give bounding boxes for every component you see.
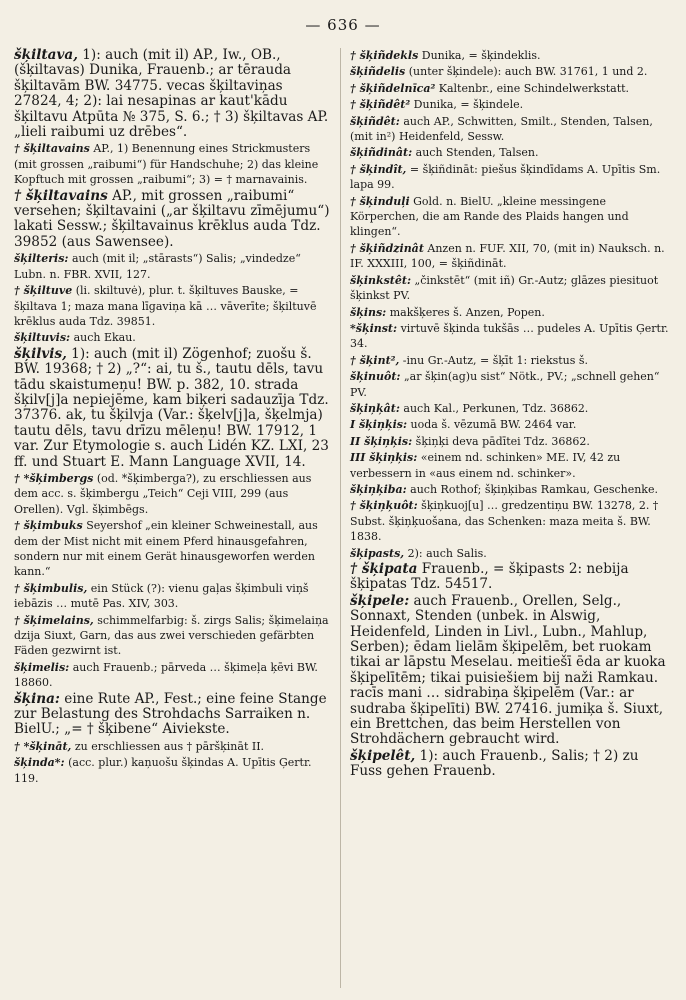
dictionary-entry: [14, 660, 332, 691]
entry-headword: šķins:: [350, 305, 387, 319]
entry-definition: = šķiñdināt: piešus šķindīdams A. Upītis Sm. lapa 99.: [350, 162, 661, 192]
entry-headword: šķilvis,: [14, 345, 67, 362]
dictionary-entry: [350, 162, 670, 193]
entry-definition: Anzen n. FUF. XII, 70, (mit in) Nauksch. n. IF. XXXIII, 100, = šķiñdināt.: [350, 241, 665, 271]
dictionary-entry: [350, 562, 670, 593]
dictionary-entry: [350, 48, 670, 63]
entry-headword: I šķiņķis:: [350, 418, 408, 432]
entry-definition: AP., mit grossen „raibumi“ versehen; šķiltavaini („ar šķiltavu zīmējumu“) lakati Sessw.; šķiltavainus krēklus auda Tdz. 39852 (aus Sawensee).: [14, 187, 330, 250]
entry-headword: šķina:: [14, 690, 60, 707]
dictionary-entry: [350, 594, 670, 748]
entry-definition: šķiņķi deva pādītei Tdz. 36862.: [412, 434, 590, 448]
entry-definition: auch Frauenb.; pārveda … šķimeļa ķēvi BW. 18860.: [14, 660, 318, 690]
entry-definition: 1): auch (mit il) AP., Iw., OB., (šķiltavas) Dunika, Frauenb.; ar tērauda šķiltavām BW. 34775. vecas šķiltaviņas 27824, 4; 2): lai nesapinas ar kaut'kādu šķiltavu Atpūta № 375, S. 6.; † 3) šķiltavas AP. „lieli raibumi uz drēbes“.: [14, 47, 329, 141]
entry-headword: šķipele:: [350, 592, 410, 609]
dictionary-entry: [14, 581, 332, 612]
dictionary-entry: [350, 417, 670, 432]
entry-headword: † šķiņķuôt:: [350, 499, 418, 513]
entry-headword: šķimelis:: [14, 660, 70, 674]
entry-headword: † šķiñdekls: [350, 49, 419, 62]
column-divider: [340, 48, 341, 988]
dictionary-entry: [350, 749, 670, 780]
entry-definition: 1): auch Frauenb., Salis; † 2) zu Fuss gehen Frauenb.: [350, 747, 639, 780]
entry-definition: (unter šķindele): auch BW. 31761, 1 und 2.: [405, 65, 648, 79]
dictionary-entry: [14, 692, 332, 738]
entry-definition: -inu Gr.-Autz, = šķīt 1: riekstus š.: [399, 353, 589, 367]
entry-definition: auch Frauenb., Orellen, Selg., Sonnaxt, Stenden (unbek. in Alswig, Heidenfeld, Linden in Livl., Lubn., Mahlup, Serben); ēdam lielām šķipelēm, bet ruokam tikai ar lāpstu Meselau. meitiešī ēda ar kuoka šķipelītēm; tikai puisiešiem bij naži Ramkau. racīs mani … sidrabiņa šķipelēm (Var.: ar sudraba šķipelīti) BW. 27416. jumiķa š. Siuxt, ein Brettchen, das beim Herstellen von Strohdächern gebraucht wird.: [350, 592, 666, 748]
entry-headword: † šķindît,: [350, 162, 407, 176]
dictionary-entry: [350, 546, 670, 561]
entry-headword: šķiņķiba:: [350, 482, 407, 496]
dictionary-entry: [350, 273, 670, 304]
dictionary-entry: [14, 251, 332, 282]
entry-headword: † šķiltavains: [14, 187, 108, 204]
dictionary-entry: [14, 283, 332, 329]
entry-definition: AP., 1) Benennung eines Strickmusters (mit grossen „raibumi“) für Handschuhe; 2) das kleine Kopftuch mit grossen „raibumi“; 3) = † marnavainis.: [14, 142, 319, 187]
entry-headword: šķipelêt,: [350, 747, 416, 764]
entry-definition: Gold. n. BielU. „kleine messingene Körperchen, die am Rande des Plaids hangen und klingen“.: [350, 194, 629, 239]
entry-definition: auch AP., Schwitten, Smilt., Stenden, Talsen, (mit in²) Heidenfeld, Sessw.: [350, 114, 653, 144]
entry-headword: šķiltuvis:: [14, 331, 71, 345]
dictionary-entry: [350, 64, 670, 79]
dictionary-entry: [350, 305, 670, 320]
entry-definition: šķiņkuoj[u] … gredzentiņu BW. 13278, 2. † Subst. šķiņķuošana, das Schenken: maza meita š. BW. 1838.: [350, 499, 659, 544]
dictionary-entry: [350, 482, 670, 497]
entry-headword: † šķimbuks: [14, 519, 83, 533]
dictionary-entry: [350, 194, 670, 240]
dictionary-entry: [350, 434, 670, 449]
dictionary-entry: [350, 450, 670, 481]
left-column: [14, 48, 332, 786]
entry-definition: 1): auch (mit il) Zögenhof; zuošu š. BW. 19368; † 2) „?“: ai, tu š., tautu dēls, tavu tādu skaistumeņu! BW. p. 382, 10. strada šķilv[j]a nepiejēme, kam biķeri sadauzīja Tdz. 37376. ak, tu šķilvja (Var.: šķelv[j]a, šķelmja) tautu dēls, tavu drīzu mēleņu! BW. 17912, 1 var. Zur Etymologie s. auch Lidén KZ. LXI, 23 ff. und Stuart E. Mann Language XVII, 14.: [14, 345, 329, 470]
entry-definition: Frauenb., = šķipasts 2: nebija šķipatas Tdz. 54517.: [350, 561, 629, 593]
dictionary-entry: [14, 471, 332, 517]
entry-headword: šķipasts,: [350, 546, 405, 560]
dictionary-entry: [14, 755, 332, 786]
entry-headword: šķiñdinât:: [350, 146, 413, 160]
entry-definition: makšķeres š. Anzen, Popen.: [386, 305, 545, 319]
entry-definition: „ar šķin(ag)u sist“ Nötk., PV.; „schnell gehen“ PV.: [350, 370, 660, 399]
dictionary-entry: [14, 739, 332, 754]
entry-definition: (acc. plur.) kaņuošu šķindas A. Upītis Ģertr. 119.: [14, 756, 312, 785]
entry-definition: auch Ekau.: [70, 331, 136, 345]
entry-headword: šķiñdêt:: [350, 114, 400, 128]
dictionary-entry: [350, 321, 670, 352]
entry-definition: auch Kal., Perkunen, Tdz. 36862.: [399, 401, 589, 415]
entry-headword: III šķiņķis:: [350, 451, 418, 465]
entry-definition: (od. *šķimberga?), zu erschliessen aus dem acc. s. šķimbergu „Teich“ Ceji VIII, 299 (aus Orellen). Vgl. šķimbēgs.: [14, 471, 312, 516]
entry-headword: † šķipata: [350, 561, 418, 577]
dictionary-entry: [14, 347, 332, 470]
entry-headword: † šķiñdzinât: [350, 241, 424, 255]
dictionary-entry: [14, 48, 332, 140]
entry-headword: šķiñdelis: [350, 65, 406, 79]
entry-definition: (li. skiltuvė), plur. t. šķiltuves Bauske, = šķiltava 1; maza mana līgaviņa kā … vāverīte; šķiltuvē krēklus auda Tdz. 39851.: [14, 284, 317, 328]
entry-definition: uoda š. vēzumā BW. 2464 var.: [407, 418, 577, 432]
entry-headword: šķilteris:: [14, 252, 69, 266]
entry-definition: zu erschliessen aus † pāršķināt II.: [71, 739, 265, 753]
entry-definition: Dunika, = šķindeklis.: [418, 49, 541, 62]
dictionary-entry: [350, 241, 670, 272]
entry-definition: auch Stenden, Talsen.: [412, 146, 539, 160]
dictionary-entry: [14, 518, 332, 580]
page-number: — 636 —: [305, 16, 381, 34]
dictionary-entry: [350, 401, 670, 416]
entry-headword: šķiltava,: [14, 47, 78, 63]
entry-headword: † šķinduļi: [350, 194, 410, 208]
entry-headword: † šķimelains,: [14, 613, 94, 627]
dictionary-entry: [14, 613, 332, 659]
dictionary-entry: [350, 81, 670, 96]
entry-definition: ein Stück (?): vienu gaļas šķimbuli viņš iebāzis … mutē Pas. XIV, 303.: [14, 581, 309, 611]
entry-headword: † *šķimbergs: [14, 471, 94, 485]
entry-headword: *šķinst:: [350, 321, 398, 335]
dictionary-entry: [14, 189, 332, 251]
dictionary-entry: [350, 369, 670, 400]
entry-definition: «einem nd. schinken» ME. IV, 42 zu verbessern in «aus einem nd. schinker».: [350, 451, 621, 480]
right-column: [350, 48, 670, 780]
dictionary-entry: [350, 114, 670, 145]
entry-definition: Seyershof „ein kleiner Schweinestall, aus dem der Mist nicht mit einem Pferd hinausgefahren, sondern nur mit einem Gerät hinausgeworfen werden kann.“: [14, 519, 318, 579]
entry-headword: II šķiņķis:: [350, 434, 413, 448]
entry-headword: šķinkstêt:: [350, 273, 412, 287]
entry-definition: „činkstēt“ (mit iñ) Gr.-Autz; glāzes piesituot šķinkst PV.: [350, 273, 659, 303]
entry-headword: † šķiñdelnīca²: [350, 81, 436, 95]
dictionary-entry: [350, 97, 670, 112]
entry-headword: šķiņķât:: [350, 401, 400, 415]
entry-definition: auch Rothof; šķiņķibas Ramkau, Geschenke.: [406, 482, 658, 496]
dictionary-entry: [350, 498, 670, 544]
dictionary-entry: [14, 330, 332, 345]
entry-definition: eine Rute AP., Fest.; eine feine Stange zur Belastung des Strohdachs Sarraiken n. BielU.; „= † šķibene“ Aiviekste.: [14, 690, 327, 738]
entry-headword: šķinuôt:: [350, 370, 401, 384]
entry-headword: † šķiltavains: [14, 142, 90, 156]
dictionary-entry: [350, 353, 670, 368]
entry-definition: 2): auch Salis.: [404, 546, 487, 560]
entry-headword: šķinda*:: [14, 756, 65, 770]
entry-definition: Dunika, = šķindele.: [410, 98, 524, 112]
entry-definition: virtuvē šķinda tukšās … pudeles A. Upītis Ģertr. 34.: [350, 321, 669, 351]
entry-definition: Kaltenbr., eine Schindelwerkstatt.: [435, 81, 630, 95]
entry-headword: † *šķināt,: [14, 739, 72, 753]
dictionary-entry: [14, 141, 332, 187]
entry-headword: † šķiltuve: [14, 284, 73, 298]
entry-definition: auch (mit il; „stārasts“) Salis; „vindedze“ Lubn. n. FBR. XVII, 127.: [14, 252, 301, 281]
entry-headword: † šķiñdêt²: [350, 98, 411, 112]
entry-definition: schimmelfarbig: š. zirgs Salis; šķimelaiņa dzija Siuxt, Garn, das aus zwei verschieden gefärbten Fäden gezwirnt ist.: [14, 613, 329, 658]
entry-headword: † šķint²,: [350, 353, 400, 367]
dictionary-entry: [350, 145, 670, 160]
entry-headword: † šķimbulis,: [14, 581, 88, 595]
